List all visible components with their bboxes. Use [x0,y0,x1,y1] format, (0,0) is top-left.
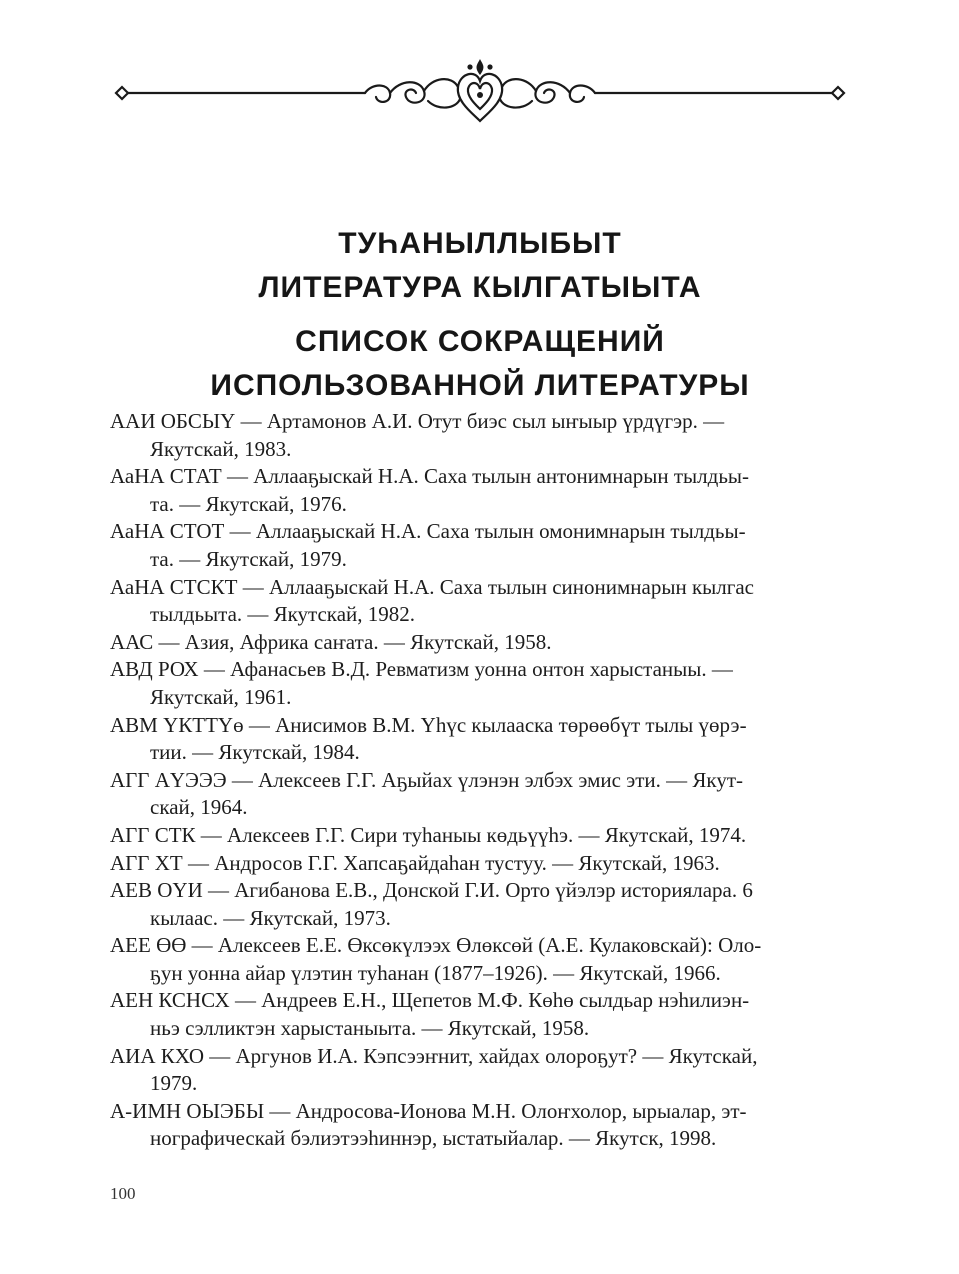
bibliography-entry [110,1098,850,1153]
entry-continuation: тии. — Якутскай, 1984. [150,740,360,765]
entry-line: АаНА СТОТ — Аллааҕыскай Н.А. Саха тылын омонимнарын тылдьы- [110,519,746,544]
entry-line: ААИ ОБСЫҮ — Артамонов А.И. Отут биэс сыл ыҥыыр үрдүгэр. — [110,409,725,433]
entry-line: АВД РОХ — Афанасьев В.Д. Ревматизм уонна онтон харыстаныы. — [110,657,733,682]
bibliography-entry [110,463,850,518]
entry-continuation: та. — Якутскай, 1976. [150,491,347,516]
title-line: ТУҺАНЫЛЛЫБЫТ [338,227,622,260]
entry-line: АВМ ҮКТТҮө — Анисимов В.М. Үһүс кылааска төрөөбүт тылы үөрэ- [110,712,747,737]
bibliography-entry [110,767,850,822]
bibliography-entry [110,850,850,878]
title-line: ИСПОЛЬЗОВАННОЙ ЛИТЕРАТУРЫ [210,369,750,402]
entry-continuation: тылдьыта. — Якутскай, 1982. [150,602,416,627]
bibliography-entry [110,518,850,573]
entry-line: АЕВ ОҮИ — Агибанова Е.В., Донской Г.И. Орто үйэлэр историялара. 6 [110,878,753,903]
entry-continuation: ҕун уонна айар үлэтин туһанан (1877–1926). — Якутскай, 1966. [150,960,721,985]
entry-continuation: нографическай бэлиэтээһиннэр, ыстатыйалар. — Якутск, 1998. [150,1126,717,1151]
entry-line: АЕЕ ӨӨ — Алексеев Е.Е. Өксөкүлээх Өлөксөй (А.Е. Кулаковскай): Оло- [110,933,762,958]
entry-line: АГГ СТК — Алексеев Г.Г. Сири туһаныы көдьүүһэ. — Якутскай, 1974. [110,822,747,847]
entry-line: ААС — Азия, Африка саҥата. — Якутскай, 1958. [110,629,552,654]
bibliography-entry [110,1043,850,1098]
bibliography-entry [110,987,850,1042]
bibliography-entry [110,822,850,850]
bibliography-entry [110,656,850,711]
bibliography-entry [110,877,850,932]
title-line: СПИСОК СОКРАЩЕНИЙ [295,325,665,358]
entry-line: АГГ АҮЭЭЭ — Алексеев Г.Г. Аҕыйах үлэнэн элбэх эмис эти. — Якут- [110,767,744,792]
bibliography-entry [110,574,850,629]
bibliography-entry [110,629,850,657]
page-number: 100 [110,1184,136,1203]
entry-continuation: кылаас. — Якутскай, 1973. [150,905,391,930]
entry-continuation: Якутскай, 1961. [150,684,292,709]
entry-line: АаНА СТСКТ — Аллааҕыскай Н.А. Саха тылын синонимнарын кылгас [110,574,755,599]
bibliography-entry [110,408,850,463]
heading-block [110,222,850,408]
bibliography-list [110,408,850,1153]
entry-line: А-ИМН ОЫЭБЫ — Андросова-Ионова М.Н. Олоҥхолор, ырыалар, эт- [110,1098,747,1123]
entry-continuation: та. — Якутскай, 1979. [150,546,347,571]
title-line: ЛИТЕРАТУРА КЫЛГАТЫЫТА [258,271,702,304]
entry-line: АЕН КСНСХ — Андреев Е.Н., Щепетов М.Ф. Көһө сылдьар нэһилиэн- [110,988,750,1013]
entry-line: АГГ ХТ — Андросов Г.Г. Хапсаҕайдаһан тустуу. — Якутскай, 1963. [110,850,720,875]
entry-line: АИА КХО — Аргунов И.А. Кэпсээҥнит, хайдах олороҕут? — Якутскай, [110,1043,758,1068]
entry-continuation: 1979. [150,1071,198,1096]
bibliography-entry [110,932,850,987]
entry-continuation: скай, 1964. [150,795,248,820]
bibliography-entry [110,712,850,767]
russian-title [110,320,850,408]
decorative-scroll-ornament-icon [110,55,850,130]
entry-continuation: Якутскай, 1983. [150,436,292,461]
yakut-title [110,222,850,310]
entry-line: АаНА СТАТ — Аллааҕыскай Н.А. Саха тылын антонимнарын тылдьы- [110,464,750,489]
entry-continuation: ньэ сэлликтэн харыстаныыта. — Якутскай, 1958. [150,1016,590,1041]
